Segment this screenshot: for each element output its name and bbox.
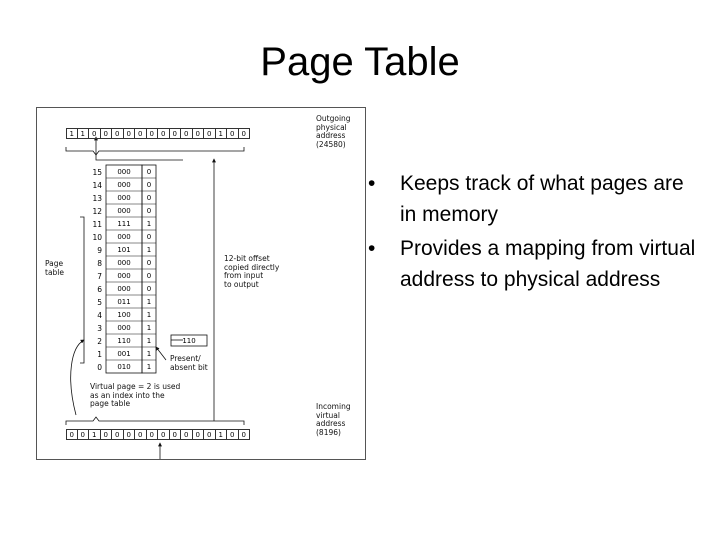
page-number: 2 [97, 337, 102, 346]
bit-cell: 0 [158, 128, 170, 139]
page-number: 11 [92, 220, 102, 229]
page-number: 10 [92, 233, 102, 242]
page-number: 15 [92, 168, 102, 177]
present-bit: 1 [146, 298, 152, 306]
present-bit: 0 [146, 194, 152, 202]
present-bit: 1 [146, 363, 152, 371]
frame-number: 000 [117, 181, 131, 189]
present-bit: 0 [146, 272, 152, 280]
bit-cell: 0 [170, 128, 182, 139]
bit-cell: 0 [124, 429, 136, 440]
outgoing-address-label: Outgoing physical address (24580) [316, 114, 351, 149]
slide-title: Page Table [260, 40, 460, 84]
page-number: 3 [97, 324, 102, 333]
present-bit: 0 [146, 285, 152, 293]
incoming-address-bits [66, 429, 250, 440]
bullet-text: Provides a mapping from virtual address to physical address [400, 237, 696, 291]
page-number: 4 [97, 311, 102, 320]
bit-cell: 0 [204, 128, 216, 139]
bit-cell: 0 [147, 128, 159, 139]
present-bit: 0 [146, 181, 152, 189]
bullet-dot-icon: • [368, 237, 376, 260]
bit-cell: 0 [101, 429, 113, 440]
present-bit: 1 [146, 337, 152, 345]
bit-cell: 1 [66, 128, 78, 139]
bullet-item [368, 233, 698, 295]
bit-cell: 1 [216, 429, 228, 440]
present-bit: 1 [146, 350, 152, 358]
page-table-label: Page table [45, 259, 64, 277]
frame-number: 000 [117, 272, 131, 280]
bullet-list [368, 168, 698, 298]
bit-cell: 1 [216, 128, 228, 139]
bit-cell: 0 [135, 128, 147, 139]
page-number: 12 [92, 207, 102, 216]
bit-cell: 1 [78, 128, 90, 139]
page-number: 5 [97, 298, 102, 307]
page-number: 9 [97, 246, 102, 255]
frame-number: 101 [117, 246, 131, 254]
bit-cell: 0 [227, 429, 239, 440]
bit-cell: 0 [239, 429, 251, 440]
bit-cell: 0 [170, 429, 182, 440]
bit-cell: 0 [181, 429, 193, 440]
bullet-item [368, 168, 698, 230]
selected-frame-box: 110 [182, 337, 196, 345]
bit-cell: 0 [66, 429, 78, 440]
present-bit: 1 [146, 311, 152, 319]
page-number: 7 [97, 272, 102, 281]
frame-number: 000 [117, 168, 131, 176]
frame-number: 001 [117, 350, 131, 358]
frame-number: 000 [117, 259, 131, 267]
frame-number: 000 [117, 194, 131, 202]
bit-cell: 0 [193, 429, 205, 440]
page-number: 6 [97, 285, 102, 294]
present-bit: 0 [146, 233, 152, 241]
bit-cell: 0 [204, 429, 216, 440]
bit-cell: 0 [193, 128, 205, 139]
bit-cell: 0 [135, 429, 147, 440]
bit-cell: 1 [89, 429, 101, 440]
bit-cell: 0 [124, 128, 136, 139]
incoming-address-label: Incoming virtual address (8196) [316, 402, 351, 437]
bit-cell: 0 [181, 128, 193, 139]
frame-number: 000 [117, 207, 131, 215]
page-number: 0 [97, 363, 102, 372]
bullet-dot-icon: • [368, 172, 376, 195]
bit-cell: 0 [112, 429, 124, 440]
bit-cell: 0 [239, 128, 251, 139]
frame-number: 000 [117, 285, 131, 293]
bit-cell: 0 [101, 128, 113, 139]
bit-cell: 0 [78, 429, 90, 440]
page-number: 1 [97, 350, 102, 359]
frame-number: 110 [117, 337, 131, 345]
present-bit: 0 [146, 207, 152, 215]
bit-cell: 0 [89, 128, 101, 139]
bit-cell: 0 [158, 429, 170, 440]
present-bit: 1 [146, 246, 152, 254]
page-number: 13 [92, 194, 102, 203]
page-table-figure [36, 107, 366, 460]
frame-number: 000 [117, 324, 131, 332]
frame-number: 010 [117, 363, 131, 371]
bullet-text: Keeps track of what pages are in memory [400, 172, 684, 226]
present-bit-label: Present/ absent bit [170, 354, 208, 372]
present-bit: 0 [146, 168, 152, 176]
page-number: 14 [92, 181, 102, 190]
present-bit: 1 [146, 324, 152, 332]
frame-number: 100 [117, 311, 131, 319]
bit-cell: 0 [147, 429, 159, 440]
frame-number: 011 [117, 298, 131, 306]
page-number: 8 [97, 259, 102, 268]
present-bit: 1 [146, 220, 152, 228]
frame-number: 111 [117, 220, 131, 228]
bit-cell: 0 [227, 128, 239, 139]
bit-cell: 0 [112, 128, 124, 139]
present-bit: 0 [146, 259, 152, 267]
frame-number: 000 [117, 233, 131, 241]
outgoing-address-bits [66, 128, 250, 139]
offset-label: 12-bit offset copied directly from input to output [224, 254, 280, 289]
virtual-page-label: Virtual page = 2 is used as an index into the page table [90, 382, 181, 408]
